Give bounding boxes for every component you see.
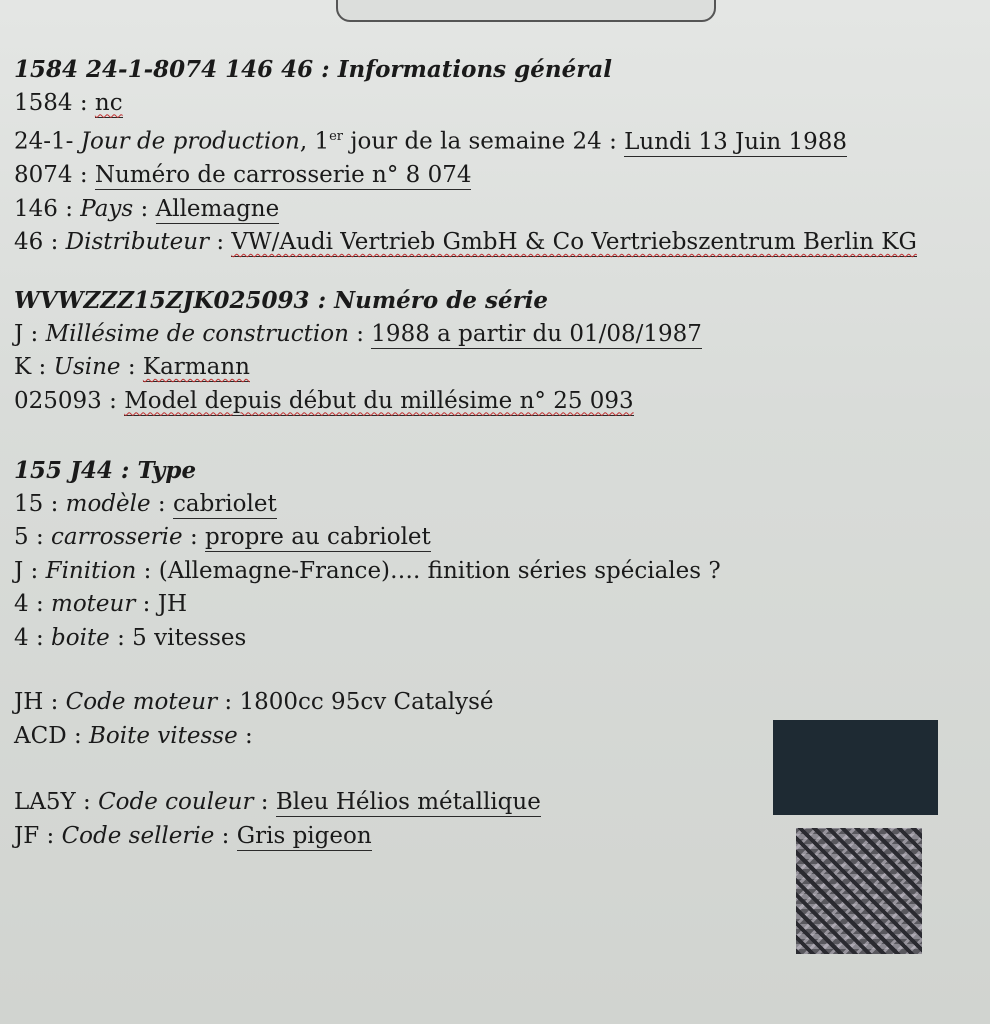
section-informations — [14, 53, 917, 260]
info-line: K : Usine : Karmann — [14, 354, 250, 380]
fabric-swatch — [796, 828, 922, 954]
info-line: 8074 : Numéro de carrosserie n° 8 074 — [14, 162, 472, 189]
info-line: 025093 : Model depuis début du millésime n° 25 093 — [14, 387, 634, 414]
info-line: 4 : moteur : JH — [14, 591, 187, 617]
info-line: ACD : Boite vitesse : — [14, 722, 253, 749]
info-line: 46 : Distributeur : VW/Audi Vertrieb GmbH & Co Vertriebszentrum Berlin KG — [14, 229, 917, 256]
section-type — [14, 454, 721, 655]
info-line: 5 : carrosserie : propre au cabriolet — [14, 524, 431, 550]
section-colors — [14, 786, 541, 853]
section-codes — [14, 686, 494, 753]
info-line: JH : Code moteur : 1800cc 95cv Catalysé — [14, 689, 494, 715]
info-line: LA5Y : Code couleur : Bleu Hélios métallique — [14, 789, 541, 815]
info-line: 4 : boite : 5 vitesses — [14, 624, 247, 651]
info-line: 24-1- Jour de production, 1er jour de la semaine 24 : Lundi 13 Juin 1988 — [14, 128, 848, 155]
info-line: JF : Code sellerie : Gris pigeon — [14, 822, 372, 849]
info-line: 146 : Pays : Allemagne — [14, 195, 280, 222]
info-line: J : Finition : (Allemagne-France)…. finition séries spéciales ? — [14, 557, 721, 584]
info-line: J : Millésime de construction : 1988 a partir du 01/08/1987 — [14, 320, 702, 347]
paint-color-swatch — [773, 720, 938, 815]
section-heading: 155 J44 : Type — [14, 457, 197, 484]
section-serial — [14, 284, 702, 418]
info-line: 15 : modèle : cabriolet — [14, 490, 277, 517]
top-tab-outline — [336, 0, 716, 22]
info-line: 1584 : nc — [14, 89, 123, 116]
section-heading: 1584 24-1-8074 146 46 : Informations général — [14, 56, 612, 83]
section-heading: WVWZZZ15ZJK025093 : Numéro de série — [14, 287, 549, 314]
